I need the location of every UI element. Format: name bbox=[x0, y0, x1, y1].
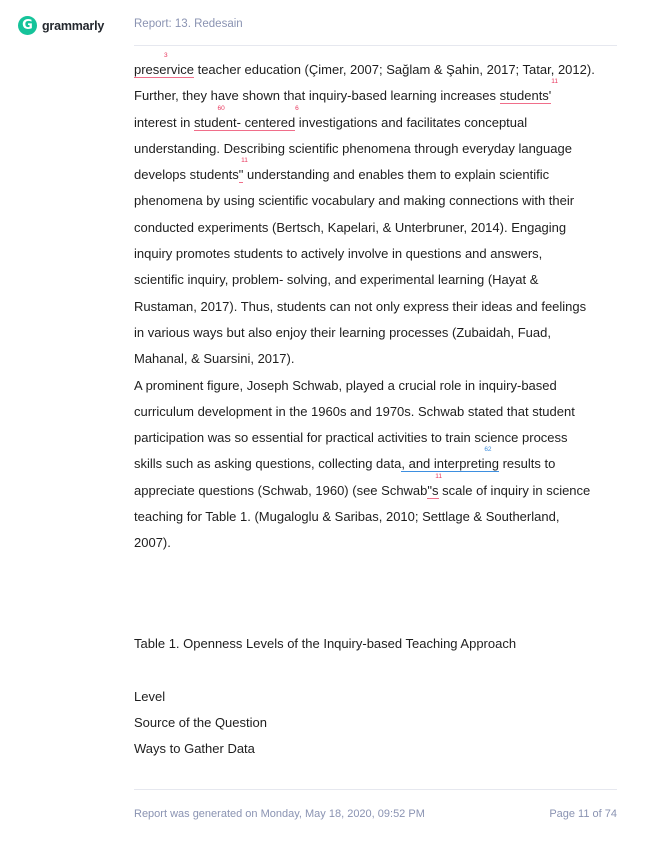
issue-mark[interactable]: 11 students' bbox=[499, 78, 559, 104]
text-line-8: inquiry promotes students to actively involve in questions and answers, bbox=[134, 246, 543, 262]
text-line-13: A prominent figure, Joseph Schwab, played a crucial role in inquiry-based bbox=[134, 377, 557, 393]
text-line-17: appreciate questions (Schwab, 1960) (see Schwab 11 "s scale of inquiry in science bbox=[134, 472, 591, 498]
text-line-2: Further, they have shown that inquiry-based learning increases 11 students' bbox=[134, 78, 559, 104]
document-body bbox=[134, 52, 624, 557]
header-divider bbox=[134, 45, 617, 46]
table-row: Ways to Gather Data bbox=[134, 741, 255, 757]
text-line-12: Mahanal, & Suarsini, 2017). bbox=[134, 351, 295, 367]
report-header bbox=[0, 0, 650, 48]
table-section bbox=[134, 631, 614, 762]
issue-number: 62 bbox=[484, 446, 492, 454]
text-line-6: phenomena by using scientific vocabulary and making connections with their bbox=[134, 193, 575, 209]
footer-divider bbox=[134, 789, 617, 790]
report-generated-text: Report was generated on Monday, May 18, 2020, 09:52 PM bbox=[134, 808, 425, 820]
table-row: Source of the Question bbox=[134, 714, 267, 730]
issue-mark[interactable]: 3 preservice bbox=[134, 52, 194, 77]
text-line-11: in various ways but also enjoy their learning processes (Zubaidah, Fuad, bbox=[134, 324, 551, 340]
issue-number: 6 bbox=[295, 104, 299, 112]
text-line-5: develops students 11 " understanding and enables them to explain scientific bbox=[134, 157, 550, 183]
text-line-1: 3 preservice teacher education (Çimer, 2007; Sağlam & Şahin, 2017; Tatar, 2012). bbox=[134, 52, 595, 77]
logo-text: grammarly bbox=[42, 18, 105, 33]
table-row: Level bbox=[134, 688, 166, 704]
report-title: Report: 13. Redesain bbox=[134, 18, 243, 30]
text-line-15: participation was so essential for practical activities to train science process bbox=[134, 430, 568, 446]
issue-mark[interactable]: 11 "s bbox=[427, 472, 442, 498]
grammarly-logo bbox=[18, 16, 104, 35]
issue-number: 11 bbox=[435, 472, 442, 480]
issue-mark[interactable]: 11 " bbox=[238, 157, 248, 183]
text-line-4: understanding. Describing scientific phenomena through everyday language bbox=[134, 140, 572, 156]
grammarly-g-icon: G bbox=[18, 16, 37, 35]
text-line-9: scientific inquiry, problem- solving, and experimental learning (Hayat & bbox=[134, 272, 539, 288]
issue-number: 60 bbox=[217, 104, 225, 112]
issue-mark[interactable]: 6 centered bbox=[240, 104, 299, 130]
text-line-3: interest in 60 student- 6 centered investigations and facilitates conceptual bbox=[134, 104, 528, 130]
table-spacer bbox=[134, 657, 614, 683]
text-line-18: teaching for Table 1. (Mugaloglu & Saribas, 2010; Settlage & Southerland, bbox=[134, 509, 560, 525]
clarity-issue-mark[interactable]: 62 , and interpreting bbox=[401, 446, 499, 472]
page-indicator: Page 11 of 74 bbox=[549, 808, 617, 820]
issue-mark[interactable]: 60 student- bbox=[193, 104, 241, 130]
issue-number: 11 bbox=[241, 157, 248, 165]
text-line-16: skills such as asking questions, collecting data 62 , and interpreting results to bbox=[134, 446, 556, 472]
text-line-14: curriculum development in the 1960s and 1970s. Schwab stated that student bbox=[134, 403, 575, 419]
text-line-19: 2007). bbox=[134, 535, 171, 551]
table-caption: Table 1. Openness Levels of the Inquiry-based Teaching Approach bbox=[134, 636, 517, 651]
text-line-7: conducted experiments (Bertsch, Kapelari, & Unterbruner, 2014). Engaging bbox=[134, 219, 567, 235]
issue-number: 3 bbox=[163, 52, 168, 59]
text-line-10: Rustaman, 2017). Thus, students can not only express their ideas and feelings bbox=[134, 298, 587, 314]
issue-number: 11 bbox=[551, 78, 559, 86]
